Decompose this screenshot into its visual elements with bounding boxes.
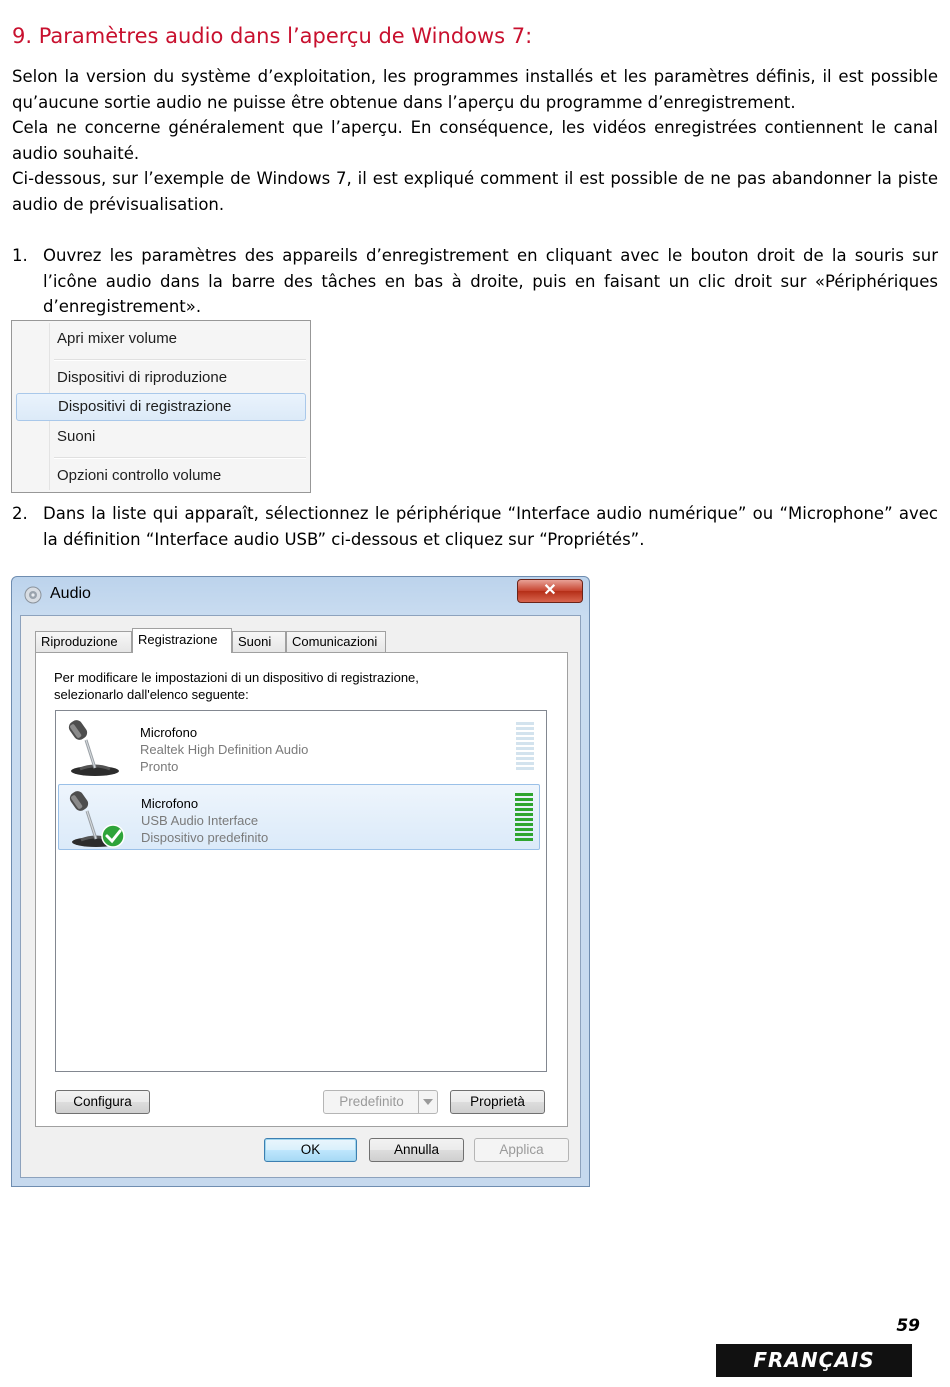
device-text [140, 724, 308, 775]
step-1 [12, 243, 938, 320]
meter-segment [516, 727, 534, 730]
speaker-icon [24, 586, 42, 604]
device-text [141, 795, 268, 846]
meter-segment [516, 767, 534, 770]
audio-dialog [11, 576, 590, 1187]
device-driver: USB Audio Interface [141, 813, 259, 828]
step-text: Dans la liste qui apparaît, sélectionnez le périphérique “Interface audio numérique” ou “Microphone” avec la définition “Interface audio USB” ci-dessous et cliquez sur “Propriétés”. [43, 504, 938, 549]
menu-separator [54, 359, 306, 361]
meter-segment [515, 838, 533, 841]
menu-item-playback-devices[interactable]: Dispositivi di riproduzione [57, 369, 228, 386]
tab-recording[interactable]: Registrazione [132, 628, 232, 653]
meter-segment [516, 762, 534, 765]
close-icon: ✕ [543, 582, 557, 599]
ok-button[interactable]: OK [264, 1138, 357, 1162]
page-number: 59 [896, 1316, 920, 1336]
intro-text [12, 64, 938, 217]
microphone-default-icon [63, 787, 129, 849]
menu-separator [54, 457, 306, 459]
set-default-button[interactable] [323, 1090, 438, 1114]
tab-sounds[interactable]: Suoni [232, 631, 286, 652]
recording-context-menu [11, 320, 311, 493]
step-text: Ouvrez les paramètres des appareils d’enregistrement en cliquant avec le bouton droit de la souris sur l’icône audio dans la barre des tâches en bas à droite, puis en faisant un clic droit sur «Périphériques d’enregistrement». [43, 246, 938, 316]
meter-segment [516, 737, 534, 740]
close-button[interactable] [517, 579, 583, 603]
recording-tab-panel [35, 652, 568, 1127]
level-meter [515, 793, 533, 843]
tab-playback[interactable]: Riproduzione [35, 631, 132, 652]
meter-segment [516, 757, 534, 760]
meter-segment [515, 808, 533, 811]
dialog-body [20, 615, 581, 1178]
intro-paragraph: Ci-dessous, sur l’exemple de Windows 7, il est expliqué comment il est possible de ne pas abandonner la piste audio de prévisualisation. [12, 169, 938, 214]
meter-segment [516, 747, 534, 750]
meter-segment [515, 828, 533, 831]
instruction-line: Per modificare le impostazioni di un dispositivo di registrazione, [54, 670, 419, 685]
menu-item-recording-devices[interactable]: Dispositivi di registrazione [16, 393, 306, 421]
menu-item-sounds[interactable]: Suoni [57, 428, 96, 445]
device-name: Microfono [140, 725, 198, 740]
meter-segment [515, 798, 533, 801]
microphone-icon [62, 716, 128, 778]
device-list [55, 710, 547, 1072]
intro-paragraph: Cela ne concerne généralement que l’aperçu. En conséquence, les vidéos enregistrées contiennent le canal audio souhaité. [12, 118, 938, 163]
set-default-label: Predefinito [339, 1094, 404, 1109]
device-status: Pronto [140, 759, 179, 774]
cancel-button[interactable]: Annulla [369, 1138, 464, 1162]
meter-segment [515, 803, 533, 806]
step-2 [12, 501, 938, 552]
device-row-selected[interactable] [58, 784, 540, 850]
tab-communications[interactable]: Comunicazioni [286, 631, 386, 652]
meter-segment [515, 833, 533, 836]
meter-segment [515, 823, 533, 826]
dialog-title: Audio [50, 585, 91, 602]
instruction-text [54, 669, 419, 703]
meter-segment [516, 732, 534, 735]
meter-segment [515, 818, 533, 821]
step-number: 2. [12, 504, 28, 523]
device-row[interactable] [58, 714, 540, 780]
step-number: 1. [12, 246, 28, 265]
meter-segment [516, 752, 534, 755]
meter-segment [515, 813, 533, 816]
device-driver: Realtek High Definition Audio [140, 742, 309, 757]
menu-item-open-mixer[interactable]: Apri mixer volume [57, 330, 178, 347]
configure-button[interactable]: Configura [55, 1090, 150, 1114]
apply-button[interactable]: Applica [474, 1138, 569, 1162]
section-heading: 9. Paramètres audio dans l’aperçu de Windows 7: [12, 24, 533, 49]
device-status: Dispositivo predefinito [141, 830, 269, 845]
instruction-line: selezionarlo dall'elenco seguente: [54, 687, 249, 702]
level-meter [516, 722, 534, 772]
language-label: FRANÇAIS [716, 1344, 912, 1377]
properties-button[interactable]: Proprietà [450, 1090, 545, 1114]
meter-segment [515, 793, 533, 796]
meter-segment [516, 722, 534, 725]
meter-segment [516, 742, 534, 745]
chevron-down-icon[interactable] [418, 1091, 437, 1113]
menu-item-volume-control-options[interactable]: Opzioni controllo volume [57, 467, 222, 484]
intro-paragraph: Selon la version du système d’exploitation, les programmes installés et les paramètres définis, il est possible qu’aucune sortie audio ne puisse être obtenue dans l’aperçu du programme d’enregistrement. [12, 67, 938, 112]
device-name: Microfono [141, 796, 199, 811]
